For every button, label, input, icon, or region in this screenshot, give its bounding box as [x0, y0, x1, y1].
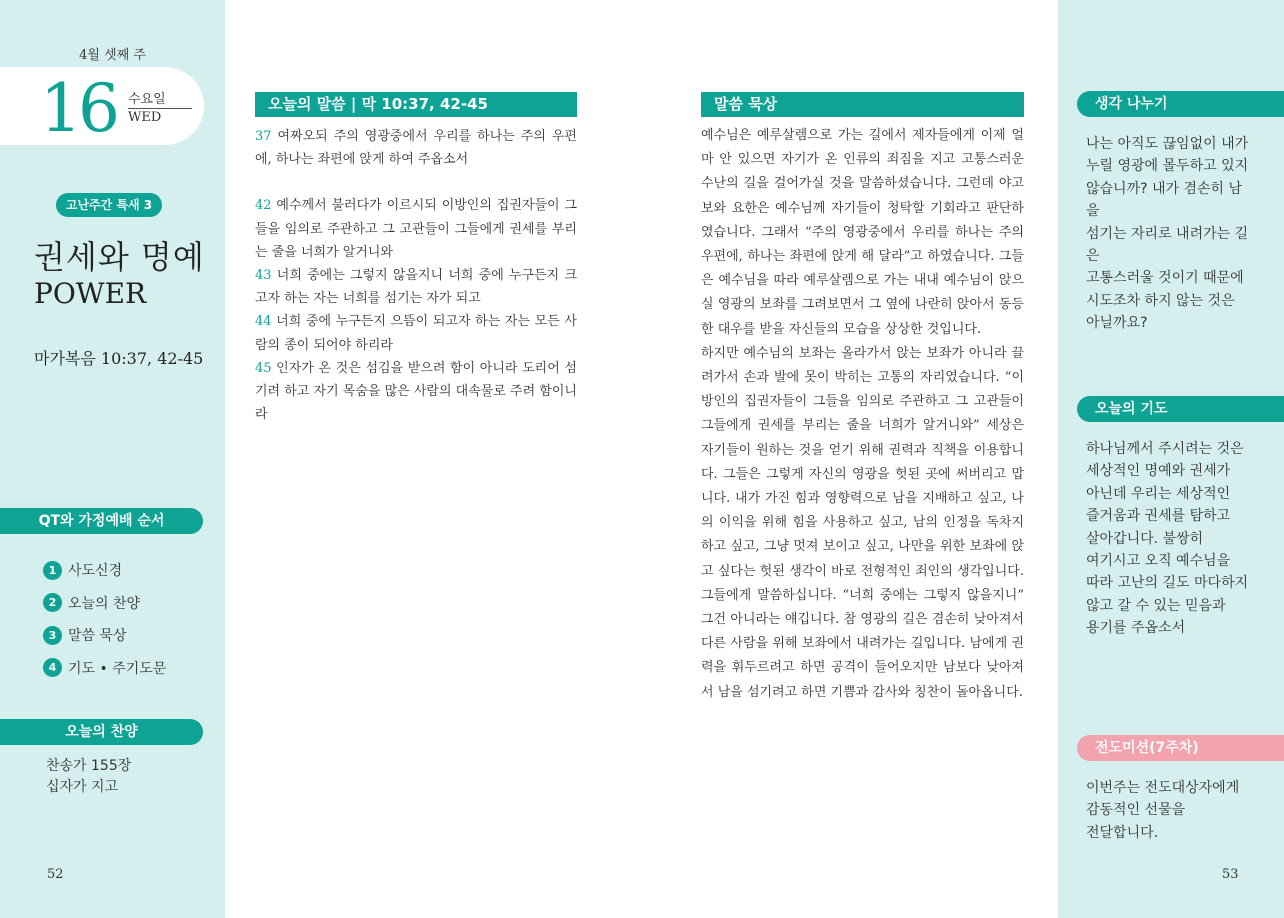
order-item — [43, 554, 166, 587]
hymn-name: 십자가 지고 — [46, 779, 119, 795]
verse-number: 37 — [255, 129, 272, 144]
order-section-title: QT와 가정예배 순서 — [0, 508, 203, 534]
order-item — [43, 619, 166, 652]
weekday-en: WED — [128, 110, 162, 125]
mission-line: 감동적인 선물을 — [1086, 802, 1186, 819]
verse — [255, 264, 577, 310]
share-line: 아닐까요? — [1086, 315, 1148, 332]
scripture-header: 오늘의 말씀 | 막 10:37, 42-45 — [255, 92, 577, 117]
order-number-badge: 1 — [43, 561, 62, 580]
order-number-badge: 3 — [43, 626, 62, 645]
prayer-line: 하나님께서 주시려는 것은 — [1086, 441, 1244, 457]
verse-text: 인자가 온 것은 섬김을 받으려 함이 아니라 도리어 섬기려 하고 자기 목숨을 많은 사람의 대속물로 주려 함이니라 — [255, 360, 577, 423]
share-line: 누릴 영광에 몰두하고 있지 — [1086, 158, 1249, 175]
verse — [255, 310, 577, 356]
series-badge: 고난주간 특새 3 — [56, 193, 162, 217]
title-korean: 권세와 명예 — [34, 238, 205, 276]
hymn-section-title: 오늘의 찬양 — [0, 719, 203, 745]
meditation-paragraph: 하지만 예수님의 보좌는 올라가서 앉는 보좌가 아니라 끌려가서 손과 발에 못이 박히는 고통의 자리였습니다. “이방인의 집권자들이 그들을 임의로 주관하고 그 고관들이 그들에게 권세를 부리는 줄을 너희가 알거니와” 세상은 자기들이 원하는 것을 얻기 위해 권력과 직책을 이용합니다. 그들은 그렇게 자신의 영광을 헛된 곳에 써버리고 맙니다. 내가 가진 힘과 영향력으로 남을 지배하고 싶고, 나의 이익을 위해 힘을 사용하고 싶고, 남의 인정을 독차지하고 싶고, 그냥 멋져 보이고 싶고, 나만을 위한 보좌에 앉고 싶다는 헛된 생각이 바로 전형적인 죄인의 생각입니다. 그들에게 말씀하십니다. “너희 중에는 그렇지 않을지니” 그건 아니라는 얘깁니다. 참 영광의 길은 겸손히 낮아져서 다른 사람을 위해 보좌에서 내려가는 길입니다. 남에게 권력을 휘두르려고 하면 공격이 들어오지만 남보다 낮아져서 남을 섬기려고 하면 기쁨과 감사와 칭찬이 돌아옵니다. — [701, 345, 1024, 700]
verse — [255, 357, 577, 427]
order-number-badge: 2 — [43, 593, 62, 612]
mission-line: 이번주는 전도대상자에게 — [1086, 780, 1240, 796]
week-label: 4월 셋째 주 — [79, 48, 146, 63]
share-line: 나는 아직도 끊임없이 내가 — [1086, 136, 1249, 152]
order-item-label: 말씀 묵상 — [68, 628, 127, 645]
order-item — [43, 587, 166, 620]
share-line: 않습니까? 내가 겸손히 남을 — [1086, 180, 1243, 220]
verse-number: 45 — [255, 360, 272, 376]
page-number-left: 52 — [47, 867, 64, 882]
prayer-line: 않고 갈 수 있는 믿음과 — [1086, 597, 1226, 614]
hymn-number: 찬송가 155장 — [46, 758, 132, 774]
prayer-line: 즐거움과 권세를 탐하고 — [1086, 508, 1231, 525]
weekday-kr: 수요일 — [128, 92, 166, 107]
order-item — [43, 652, 166, 685]
verse-text: 예수께서 불러다가 이르시되 이방인의 집권자들이 그들을 임의로 주관하고 그 고관들이 그들에게 권세를 부리는 줄을 너희가 알거니와 — [255, 198, 577, 260]
prayer-section-title: 오늘의 기도 — [1077, 396, 1284, 422]
verse — [255, 125, 577, 171]
order-item-label: 오늘의 찬양 — [68, 595, 141, 612]
share-section-title: 생각 나누기 — [1077, 91, 1284, 117]
order-item-label: 기도 • 주기도문 — [68, 660, 167, 677]
verse-text: 너희 중에는 그렇지 않을지니 너희 중에 누구든지 크고자 하는 자는 너희를 섬기는 자가 되고 — [255, 268, 577, 307]
prayer-line: 세상적인 명예와 권세가 — [1086, 463, 1231, 480]
share-line: 고통스러울 것이기 때문에 — [1086, 270, 1244, 287]
verse-text: 여짜오되 주의 영광중에서 우리를 하나는 주의 우편에, 하나는 좌편에 앉게 하여 주옵소서 — [255, 129, 577, 168]
verse — [255, 194, 577, 264]
mission-text — [1086, 777, 1251, 844]
scripture-body — [255, 125, 577, 426]
order-number-badge: 4 — [43, 658, 62, 677]
verse-number: 44 — [255, 314, 272, 330]
verse-text: 너희 중에 누구든지 으뜸이 되고자 하는 자는 모든 사람의 종이 되어야 하리라 — [255, 314, 577, 353]
prayer-line: 따라 고난의 길도 마다하지 — [1086, 575, 1249, 592]
share-line: 섬기는 자리로 내려가는 길은 — [1086, 225, 1249, 265]
prayer-text — [1086, 438, 1251, 640]
meditation-header: 말씀 묵상 — [701, 92, 1024, 117]
prayer-line: 여기시고 오직 예수님을 — [1086, 553, 1231, 570]
day-number: 16 — [40, 70, 116, 147]
order-list — [43, 554, 166, 684]
order-item-label: 사도신경 — [68, 563, 123, 580]
page-number-right: 53 — [1222, 867, 1239, 882]
verse-number: 43 — [255, 268, 272, 284]
meditation-paragraph: 예수님은 예루살렘으로 가는 길에서 제자들에게 이제 얼마 안 있으면 자기가 온 인류의 죄짐을 지고 고통스러운 수난의 길을 걸어가실 것을 말씀하셨습니다. 그런데 야고보와 요한은 예수님께 자기들이 청탁할 기회라고 판단하였습니다. 그래서 “주의 영광중에서 우리를 하나는 주의 우편에, 하나는 좌편에 앉게 해 달라”고 하였습니다. 그들은 예수님을 따라 예루살렘으로 가는 내내 예수님이 앉으실 영광의 보좌를 그려보면서 그 옆에 나란히 앉아서 동등한 대우를 받을 자신들의 모습을 상상한 것입니다. — [701, 128, 1024, 337]
prayer-line: 아닌데 우리는 세상적인 — [1086, 485, 1231, 502]
share-line: 시도조차 하지 않는 것은 — [1086, 292, 1235, 309]
hymn-info — [46, 756, 131, 798]
share-text — [1086, 133, 1251, 335]
mission-section-title: 전도미션(7주차) — [1077, 735, 1284, 761]
prayer-line: 용기를 주옵소서 — [1086, 620, 1186, 637]
title-english: POWER — [34, 277, 147, 310]
weekday-divider — [128, 108, 192, 109]
meditation-body — [701, 124, 1024, 705]
prayer-line: 살아갑니다. 불쌍히 — [1086, 530, 1204, 547]
scripture-reference: 마가복음 10:37, 42-45 — [34, 349, 204, 368]
mission-line: 전달합니다. — [1086, 824, 1159, 841]
verse-number: 42 — [255, 198, 272, 214]
